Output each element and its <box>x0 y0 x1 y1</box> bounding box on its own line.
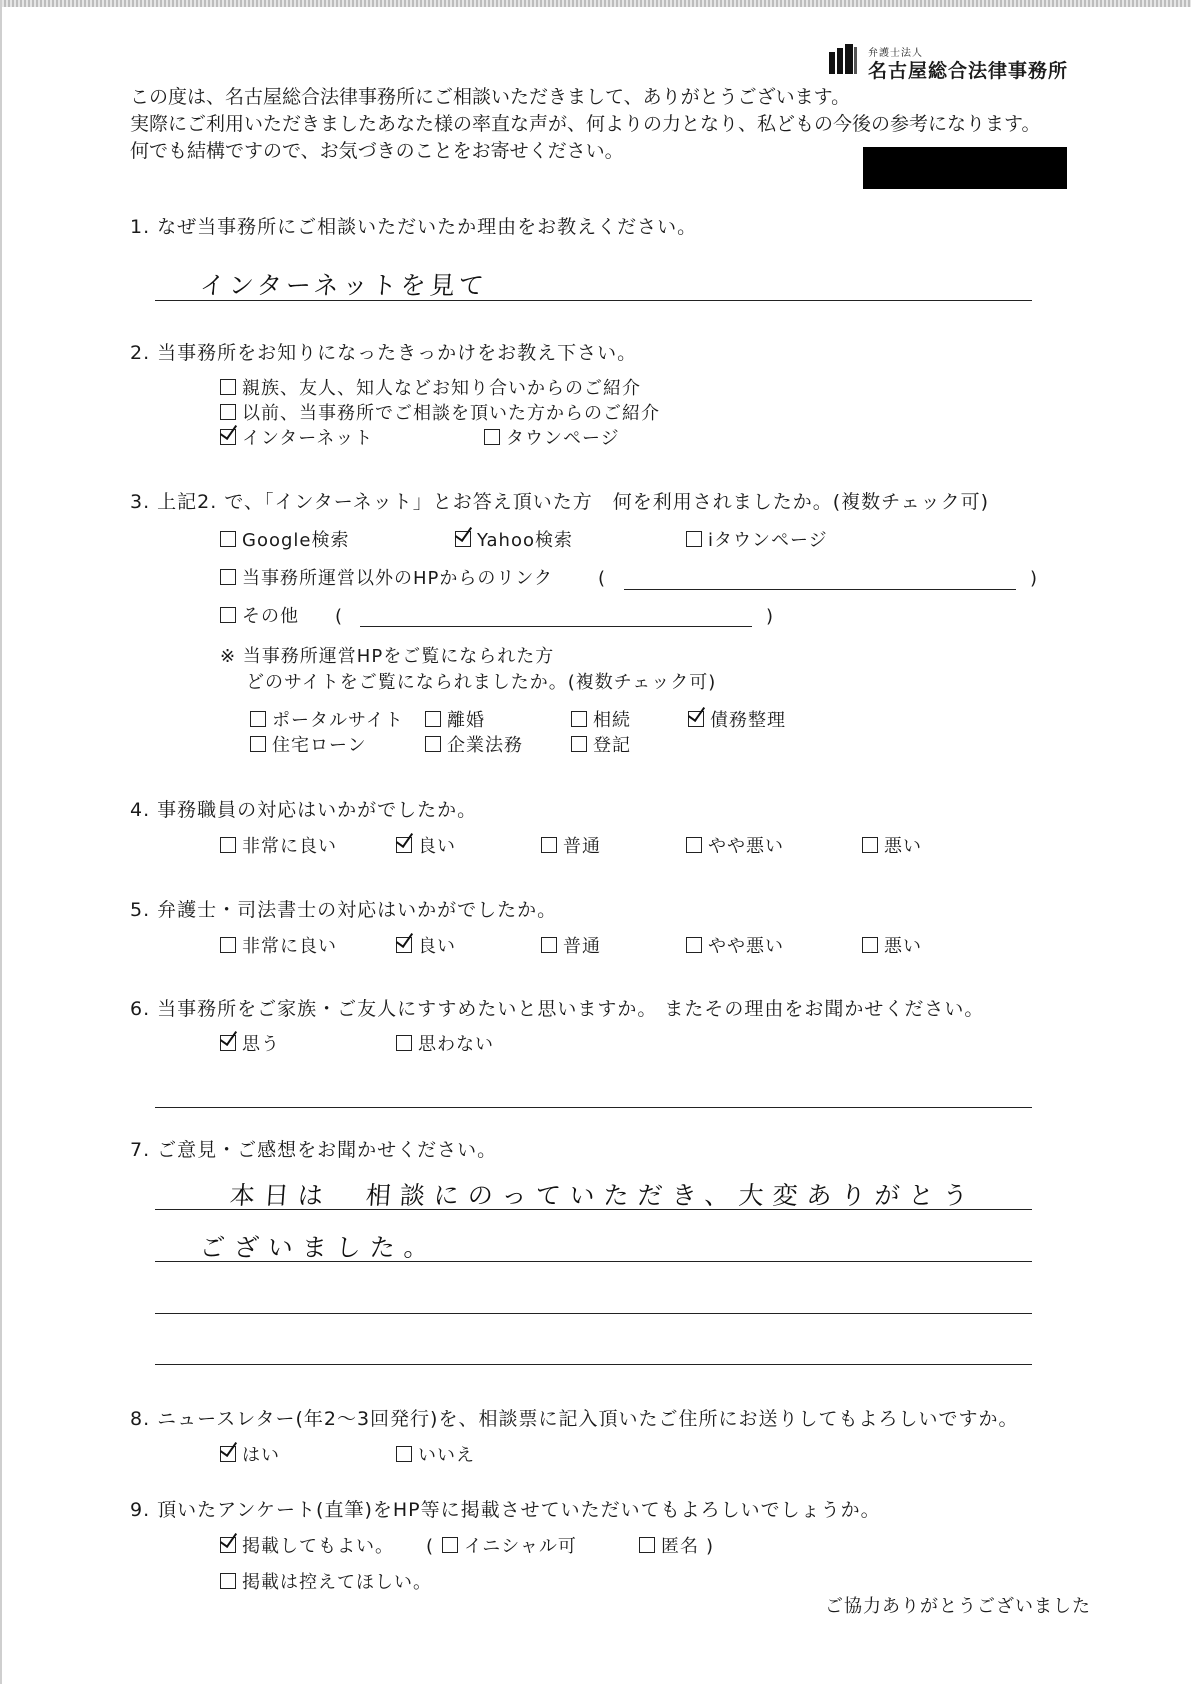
q5-question: 5. 弁護士・司法書士の対応はいかがでしたか。 <box>130 899 558 921</box>
q3-option-yahoo[interactable]: Yahoo検索 <box>455 530 573 552</box>
checkbox-checked[interactable] <box>396 937 412 953</box>
q4-question: 4. 事務職員の対応はいかがでしたか。 <box>130 799 478 821</box>
checkbox[interactable] <box>396 1035 412 1051</box>
q9-question: 9. 頂いたアンケート(直筆)をHP等に掲載させていただいてもよろしいでしょうか。 <box>130 1499 881 1521</box>
checkbox[interactable] <box>686 837 702 853</box>
q4-option-average[interactable]: 普通 <box>541 836 601 858</box>
checkbox[interactable] <box>220 937 236 953</box>
checkbox[interactable] <box>571 711 587 727</box>
checkbox[interactable] <box>425 736 441 752</box>
checkbox-checked[interactable] <box>396 837 412 853</box>
q6-reason-line[interactable] <box>155 1107 1032 1108</box>
q5-option-average[interactable]: 普通 <box>541 936 601 958</box>
q3-site-housing-loan[interactable]: 住宅ローン <box>250 735 367 757</box>
logo-small-text: 弁護士法人 <box>868 48 923 59</box>
checkbox[interactable] <box>220 404 236 420</box>
checkbox[interactable] <box>220 379 236 395</box>
q8-option-no[interactable]: いいえ <box>396 1445 475 1467</box>
q3-option-itownpage[interactable]: iタウンページ <box>686 530 828 552</box>
checkbox-checked[interactable] <box>455 531 471 547</box>
q3-site-inheritance[interactable]: 相続 <box>571 710 631 732</box>
q2-option-townpage[interactable]: タウンページ <box>484 428 620 450</box>
q2-option-family[interactable]: 親族、友人、知人などお知り合いからのご紹介 <box>220 378 641 400</box>
q1-handwritten-answer: インターネットを見て <box>198 271 489 300</box>
q3-site-corporate[interactable]: 企業法務 <box>425 735 523 757</box>
q5-option-good[interactable]: 良い <box>396 936 456 958</box>
q6-option-no[interactable]: 思わない <box>396 1034 494 1056</box>
checkbox[interactable] <box>541 937 557 953</box>
q3-other-paren-open: ( <box>335 606 344 627</box>
q4-option-very-good[interactable]: 非常に良い <box>220 836 337 858</box>
q1-question: 1. なぜ当事務所にご相談いただいたか理由をお教えください。 <box>130 216 698 238</box>
checkbox[interactable] <box>484 429 500 445</box>
checkbox[interactable] <box>862 937 878 953</box>
q7-handwritten-line-1: 本日は 相談にのっていただき、大変ありがとう <box>228 1181 978 1210</box>
logo-firm-name: 名古屋総合法律事務所 <box>868 60 1069 82</box>
checkbox-checked[interactable] <box>220 1446 236 1462</box>
q4-option-bad[interactable]: 悪い <box>862 836 922 858</box>
checkbox[interactable] <box>220 1573 236 1589</box>
q3-link-paren-close: ) <box>1030 568 1039 589</box>
checkbox[interactable] <box>541 837 557 853</box>
checkbox[interactable] <box>639 1537 655 1553</box>
checkbox-checked[interactable] <box>220 429 236 445</box>
q3-other-input-line[interactable] <box>360 626 752 627</box>
checkbox-checked[interactable] <box>688 711 704 727</box>
building-logo-icon <box>827 44 859 74</box>
q5-option-somewhat-bad[interactable]: やや悪い <box>686 936 784 958</box>
checkbox[interactable] <box>220 607 236 623</box>
q2-option-internet[interactable]: インターネット <box>220 428 373 450</box>
q3-other-paren-close: ) <box>766 606 775 627</box>
q7-handwritten-line-2: ございました。 <box>198 1233 439 1262</box>
checkbox[interactable] <box>396 1446 412 1462</box>
intro-line-2: 実際にご利用いただきましたあなた様の率直な声が、何よりの力となり、私どもの今後の参考になります。 <box>130 113 1041 135</box>
checkbox[interactable] <box>862 837 878 853</box>
q4-option-somewhat-bad[interactable]: やや悪い <box>686 836 784 858</box>
q1-answer-line <box>155 300 1032 301</box>
q3-option-other[interactable]: その他 <box>220 606 299 628</box>
checkbox[interactable] <box>442 1537 458 1553</box>
q9-paren-close: ) <box>706 1536 715 1557</box>
checkbox[interactable] <box>220 837 236 853</box>
q3-option-other-hp-link[interactable]: 当事務所運営以外のHPからのリンク <box>220 568 553 590</box>
q8-question: 8. ニュースレター(年2〜3回発行)を、相談票に記入頂いたご住所にお送りしてもよろしいですか。 <box>130 1408 1019 1430</box>
q5-option-bad[interactable]: 悪い <box>862 936 922 958</box>
q9-option-anonymous[interactable]: 匿名 <box>639 1536 699 1558</box>
checkbox[interactable] <box>686 937 702 953</box>
q7-answer-line-2[interactable] <box>155 1261 1032 1262</box>
closing-thanks: ご協力ありがとうございました <box>825 1596 1091 1617</box>
intro-line-3: 何でも結構ですので、お気づきのことをお寄せください。 <box>130 140 624 162</box>
checkbox[interactable] <box>250 736 266 752</box>
q3-note-line-1: ※ 当事務所運営HPをご覧になられた方 <box>220 646 555 667</box>
checkbox-checked[interactable] <box>220 1035 236 1051</box>
q5-option-very-good[interactable]: 非常に良い <box>220 936 337 958</box>
q6-question: 6. 当事務所をご家族・ご友人にすすめたいと思いますか。 またその理由をお聞かせください。 <box>130 998 985 1020</box>
q7-answer-line-1[interactable] <box>155 1209 1032 1210</box>
scan-top-edge <box>0 0 1191 7</box>
checkbox[interactable] <box>571 736 587 752</box>
q3-note-line-2: どのサイトをご覧になられましたか。(複数チェック可) <box>246 672 717 693</box>
q7-answer-line-4[interactable] <box>155 1364 1032 1365</box>
q8-option-yes[interactable]: はい <box>220 1445 280 1467</box>
q9-option-initials[interactable]: イニシャル可 <box>442 1536 577 1558</box>
checkbox[interactable] <box>220 531 236 547</box>
checkbox[interactable] <box>220 569 236 585</box>
q7-question: 7. ご意見・ご感想をお聞かせください。 <box>130 1139 498 1161</box>
q6-option-yes[interactable]: 思う <box>220 1034 280 1056</box>
redacted-name-block <box>863 147 1067 189</box>
q3-site-debt[interactable]: 債務整理 <box>688 710 786 732</box>
q3-site-divorce[interactable]: 離婚 <box>425 710 485 732</box>
q2-question: 2. 当事務所をお知りになったきっかけをお教え下さい。 <box>130 342 638 364</box>
q3-question: 3. 上記2. で、「インターネット」とお答え頂いた方 何を利用されましたか。(複数チェック可) <box>130 491 990 513</box>
q9-paren-open: ( <box>426 1536 435 1557</box>
q3-site-portal[interactable]: ポータルサイト <box>250 710 404 732</box>
checkbox[interactable] <box>686 531 702 547</box>
q3-option-google[interactable]: Google検索 <box>220 530 349 552</box>
checkbox-checked[interactable] <box>220 1537 236 1553</box>
scan-left-edge <box>0 0 2 1684</box>
checkbox[interactable] <box>250 711 266 727</box>
intro-line-1: この度は、名古屋総合法律事務所にご相談いただきまして、ありがとうございます。 <box>130 86 851 108</box>
q9-option-do-not-publish[interactable]: 掲載は控えてほしい。 <box>220 1572 432 1594</box>
q9-option-ok-to-publish[interactable]: 掲載してもよい。 <box>220 1536 394 1558</box>
q7-answer-line-3[interactable] <box>155 1313 1032 1314</box>
q3-link-input-line[interactable] <box>624 589 1016 590</box>
q2-option-previous-client[interactable]: 以前、当事務所でご相談を頂いた方からのご紹介 <box>220 403 660 425</box>
q4-option-good[interactable]: 良い <box>396 836 456 858</box>
checkbox[interactable] <box>425 711 441 727</box>
q3-site-registration[interactable]: 登記 <box>571 735 631 757</box>
q3-link-paren-open: ( <box>598 568 607 589</box>
